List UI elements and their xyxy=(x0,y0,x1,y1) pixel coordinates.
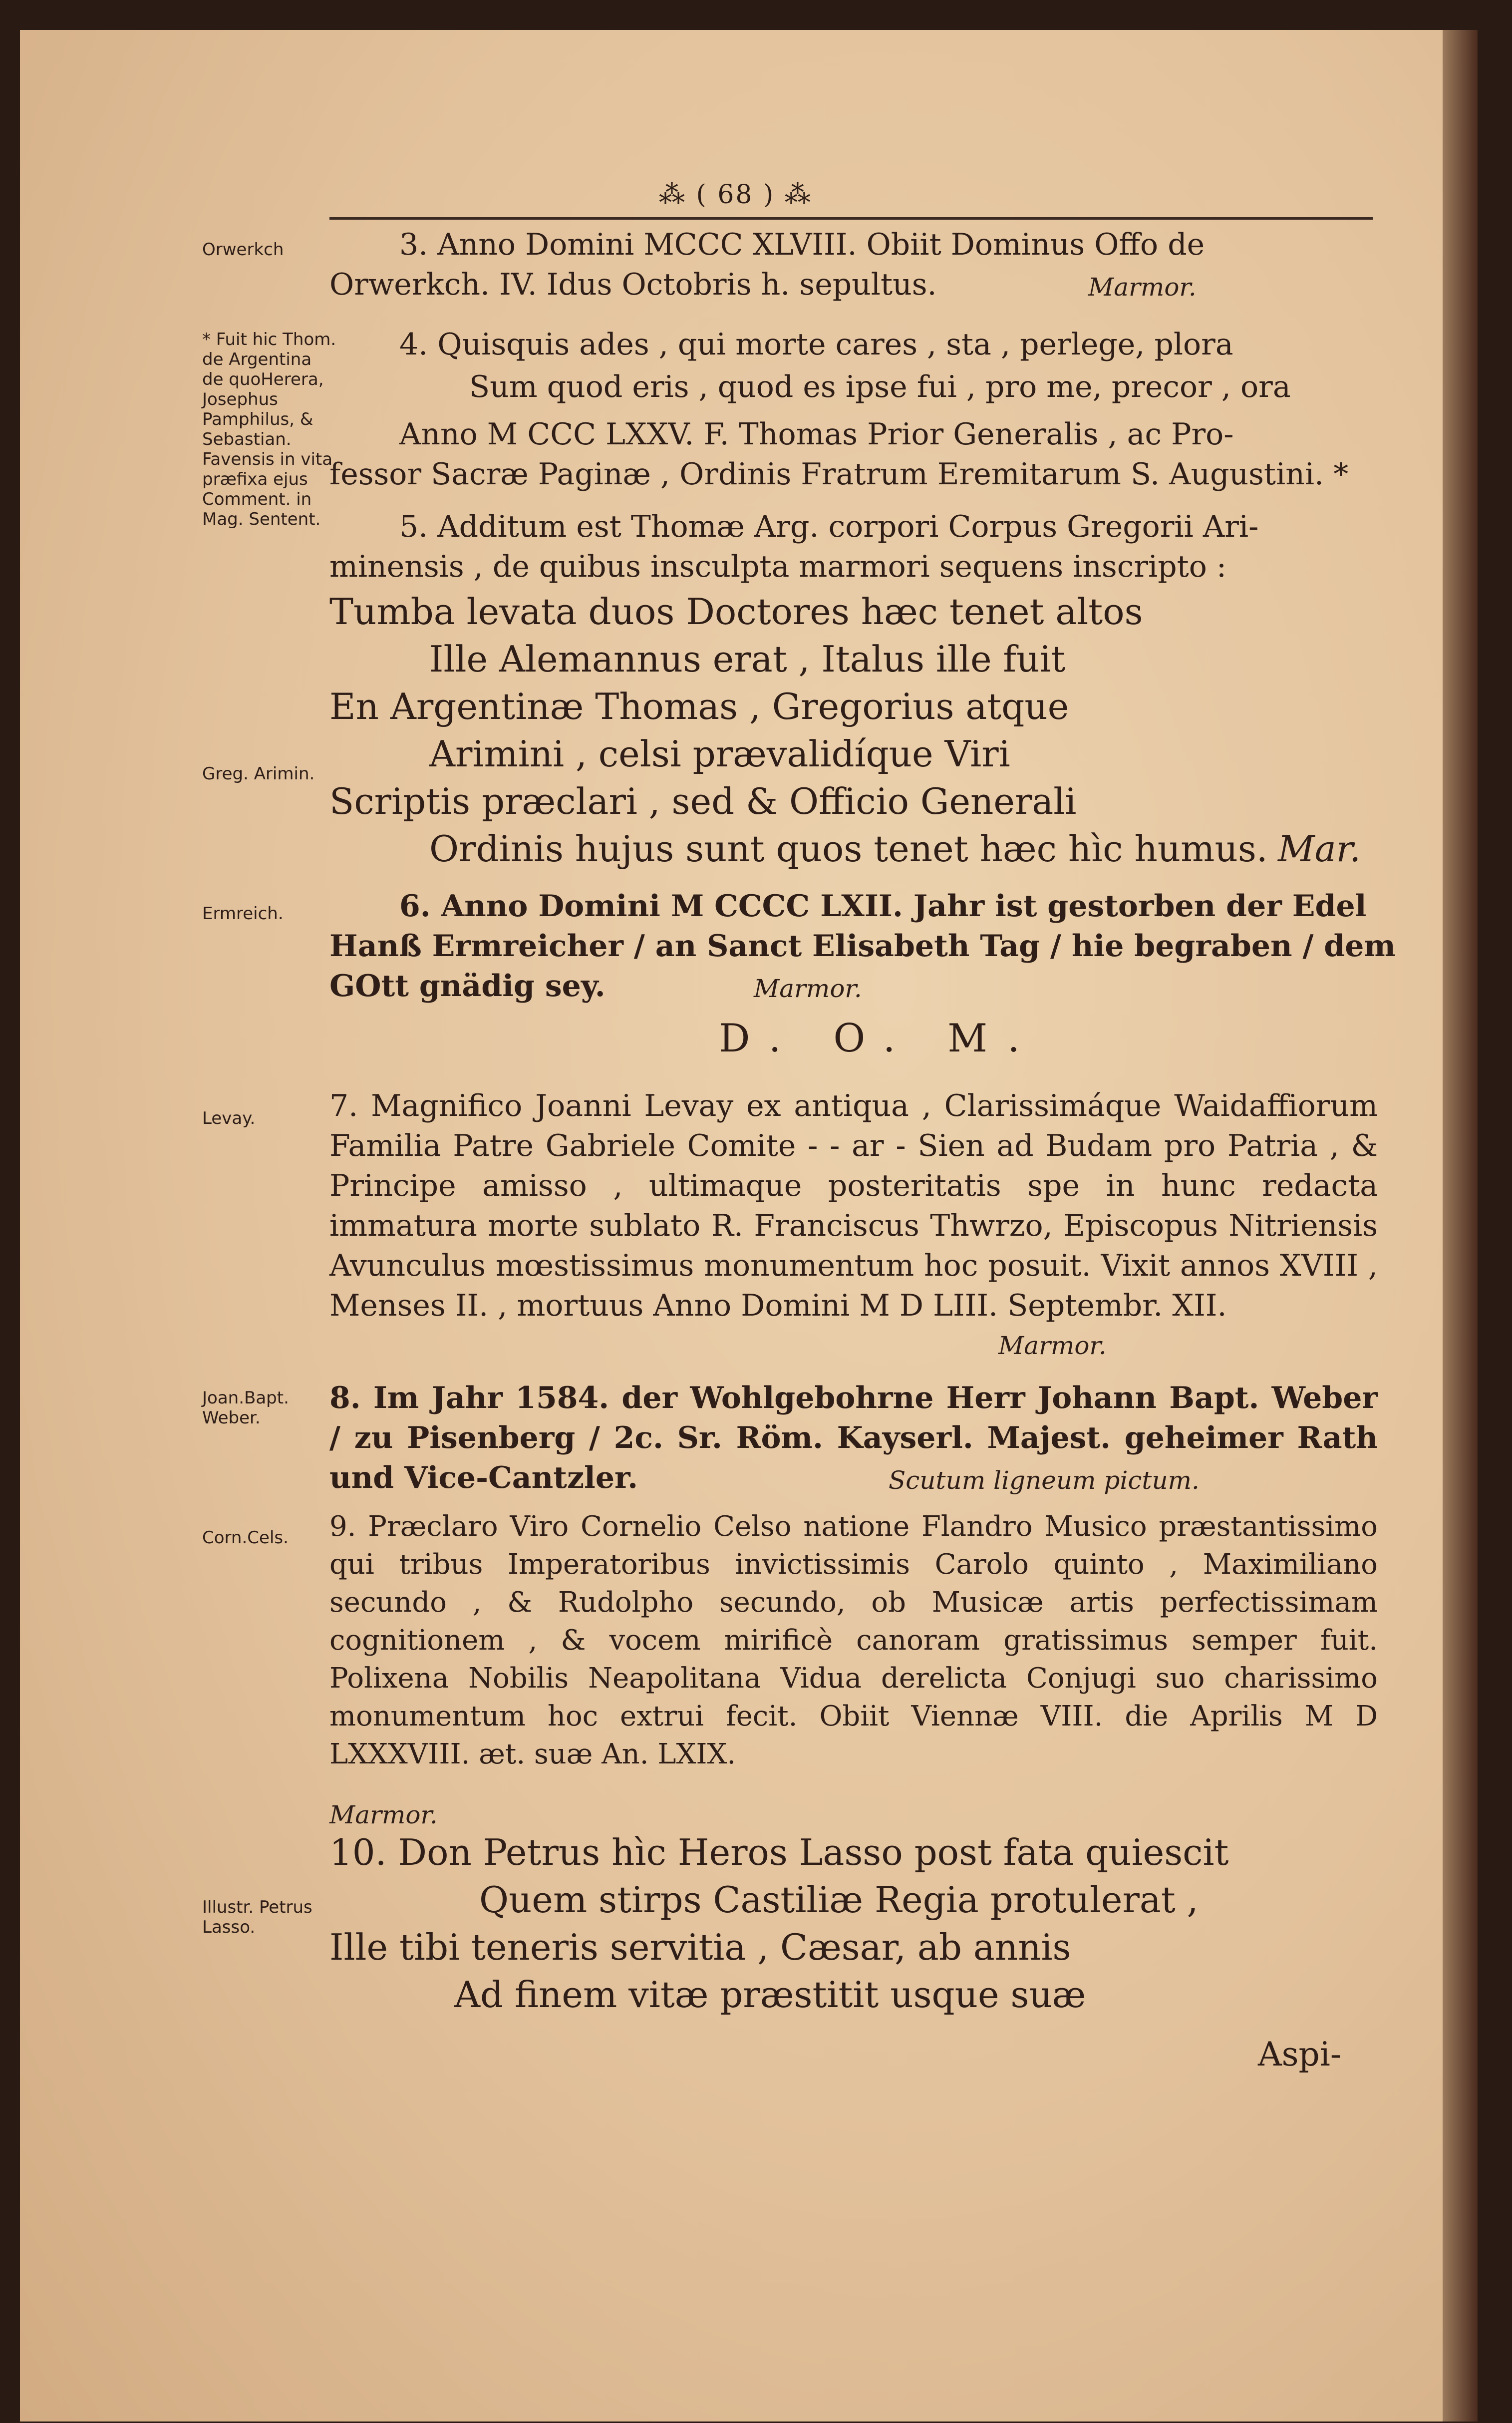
entry-4-line-3: Anno M CCC LXXV. F. Thomas Prior Generalis , ac Pro- xyxy=(399,417,1234,452)
entry-6-line-1: 6. Anno Domini M CCCC LXII. Jahr ist gestorben der Edel xyxy=(399,889,1367,924)
dom-heading: D. O. M. xyxy=(719,1016,1040,1061)
book-spine xyxy=(1443,30,1478,2422)
entry-8-text: 8. Im Jahr 1584. der Wohlgebohrne Herr Johann Bapt. Weber / zu Pisenberg / 2c. Sr. Röm. Kayserl. Majest. geheimer Rath und Vice-Cantzler. xyxy=(329,1381,1378,1495)
margin-note-orwerkch: Orwerkch xyxy=(202,240,284,260)
entry-10-verse-4: Ad finem vitæ præstitit usque suæ xyxy=(454,1974,1086,2016)
entry-3-source: Marmor. xyxy=(1088,273,1197,302)
margin-note-ermreich: Ermreich. xyxy=(202,904,284,924)
epitaph-verse-6: Ordinis hujus sunt quos tenet hæc hìc humus. xyxy=(429,828,1268,870)
entry-6-source: Marmor. xyxy=(754,974,862,1003)
book-page xyxy=(20,30,1478,2422)
entry-10-verse-1: 10. Don Petrus hìc Heros Lasso post fata quiescit xyxy=(329,1831,1229,1873)
entry-3-line-1: 3. Anno Domini MCCC XLVIII. Obiit Dominus Offo de xyxy=(399,227,1205,262)
epitaph-verse-3: En Argentinæ Thomas , Gregorius atque xyxy=(329,686,1069,727)
ornament-left: ⁂ xyxy=(659,180,696,210)
epitaph-verse-2: Ille Alemannus erat , Italus ille fuit xyxy=(429,638,1066,680)
entry-5-line-1: 5. Additum est Thomæ Arg. corpori Corpus Gregorii Ari- xyxy=(399,509,1259,544)
epitaph-verse-5: Scriptis præclari , sed & Officio Generali xyxy=(329,780,1077,822)
entry-10-verse-3: Ille tibi teneris servitia , Cæsar, ab annis xyxy=(329,1926,1071,1968)
margin-note-levay: Levay. xyxy=(202,1108,256,1128)
margin-note-lasso: Illustr. Petrus Lasso. xyxy=(202,1897,312,1937)
page-header xyxy=(659,180,812,210)
entry-5-source: Mar. xyxy=(1278,828,1361,870)
entry-4-line-4: fessor Sacræ Paginæ , Ordinis Fratrum Eremitarum S. Augustini. * xyxy=(329,457,1349,492)
entry-4-line-2: Sum quod eris , quod es ipse fui , pro me, precor , ora xyxy=(469,369,1291,404)
ornament-right: ⁂ xyxy=(775,180,812,210)
entry-6-line-3: GOtt gnädig sey. xyxy=(329,969,605,1004)
entry-3-line-2: Orwerkch. IV. Idus Octobris h. sepultus. xyxy=(329,267,937,302)
epitaph-verse-4: Arimini , celsi prævalidíque Viri xyxy=(429,733,1010,775)
header-rule xyxy=(329,217,1373,220)
margin-note-thomas: * Fuit hic Thom. de Argentina de quoHerera, Josephus Pamphilus, & Sebastian. Favensis in vita præfixa ejus Comment. in Mag. Sentent. xyxy=(202,330,336,529)
margin-note-gregorius: Greg. Arimin. xyxy=(202,764,315,784)
entry-10-verse-2: Quem stirps Castiliæ Regia protulerat , xyxy=(479,1879,1199,1921)
entry-9-text: 9. Præclaro Viro Cornelio Celso natione Flandro Musico præstantissimo qui tribus Imperatoribus invictissimis Carolo quinto , Maximiliano secundo , & Rudolpho secundo, ob Musicæ artis perfectissimam cognitionem , & vocem mirificè canoram gratissimus semper fuit. Polixena Nobilis Neapolitana Vidua derelicta Conjugi suo charissimo monumentum hoc extrui fecit. Obiit Viennæ VIII. die Aprilis M D LXXXVIII. æt. suæ An. LXIX. xyxy=(329,1510,1378,1770)
entry-7-text: 7. Magnifico Joanni Levay ex antiqua , Clarissimáque Waidaffiorum Familia Patre Gabriele Comite - - ar - Sien ad Budam pro Patria , & Principe amisso , ultimaque posteritatis spe in hunc redacta immatura morte sublato R. Franciscus Thwrzo, Episcopus Nitriensis Avunculus mœstissimus monumentum hoc posuit. Vixit annos XVIII , Menses II. , mortuus Anno Domini M D LIII. Septembr. XII. xyxy=(329,1088,1378,1323)
entry-6-line-2: Hanß Ermreicher / an Sanct Elisabeth Tag / hie begraben / dem xyxy=(329,929,1396,964)
margin-note-celsus: Corn.Cels. xyxy=(202,1528,289,1548)
entry-5-line-2: minensis , de quibus insculpta marmori sequens inscripto : xyxy=(329,549,1227,584)
entry-9-source: Marmor. xyxy=(329,1800,438,1829)
page-number: ( 68 ) xyxy=(696,180,775,210)
entry-8-source: Scutum ligneum pictum. xyxy=(889,1466,1200,1495)
margin-note-weber: Joan.Bapt. Weber. xyxy=(202,1388,289,1428)
epitaph-verse-1: Tumba levata duos Doctores hæc tenet altos xyxy=(329,591,1143,633)
entry-7-source: Marmor. xyxy=(998,1331,1107,1360)
catchword: Aspi- xyxy=(1258,2035,1342,2074)
entry-4-line-1: 4. Quisquis ades , qui morte cares , sta , perlege, plora xyxy=(399,327,1233,362)
